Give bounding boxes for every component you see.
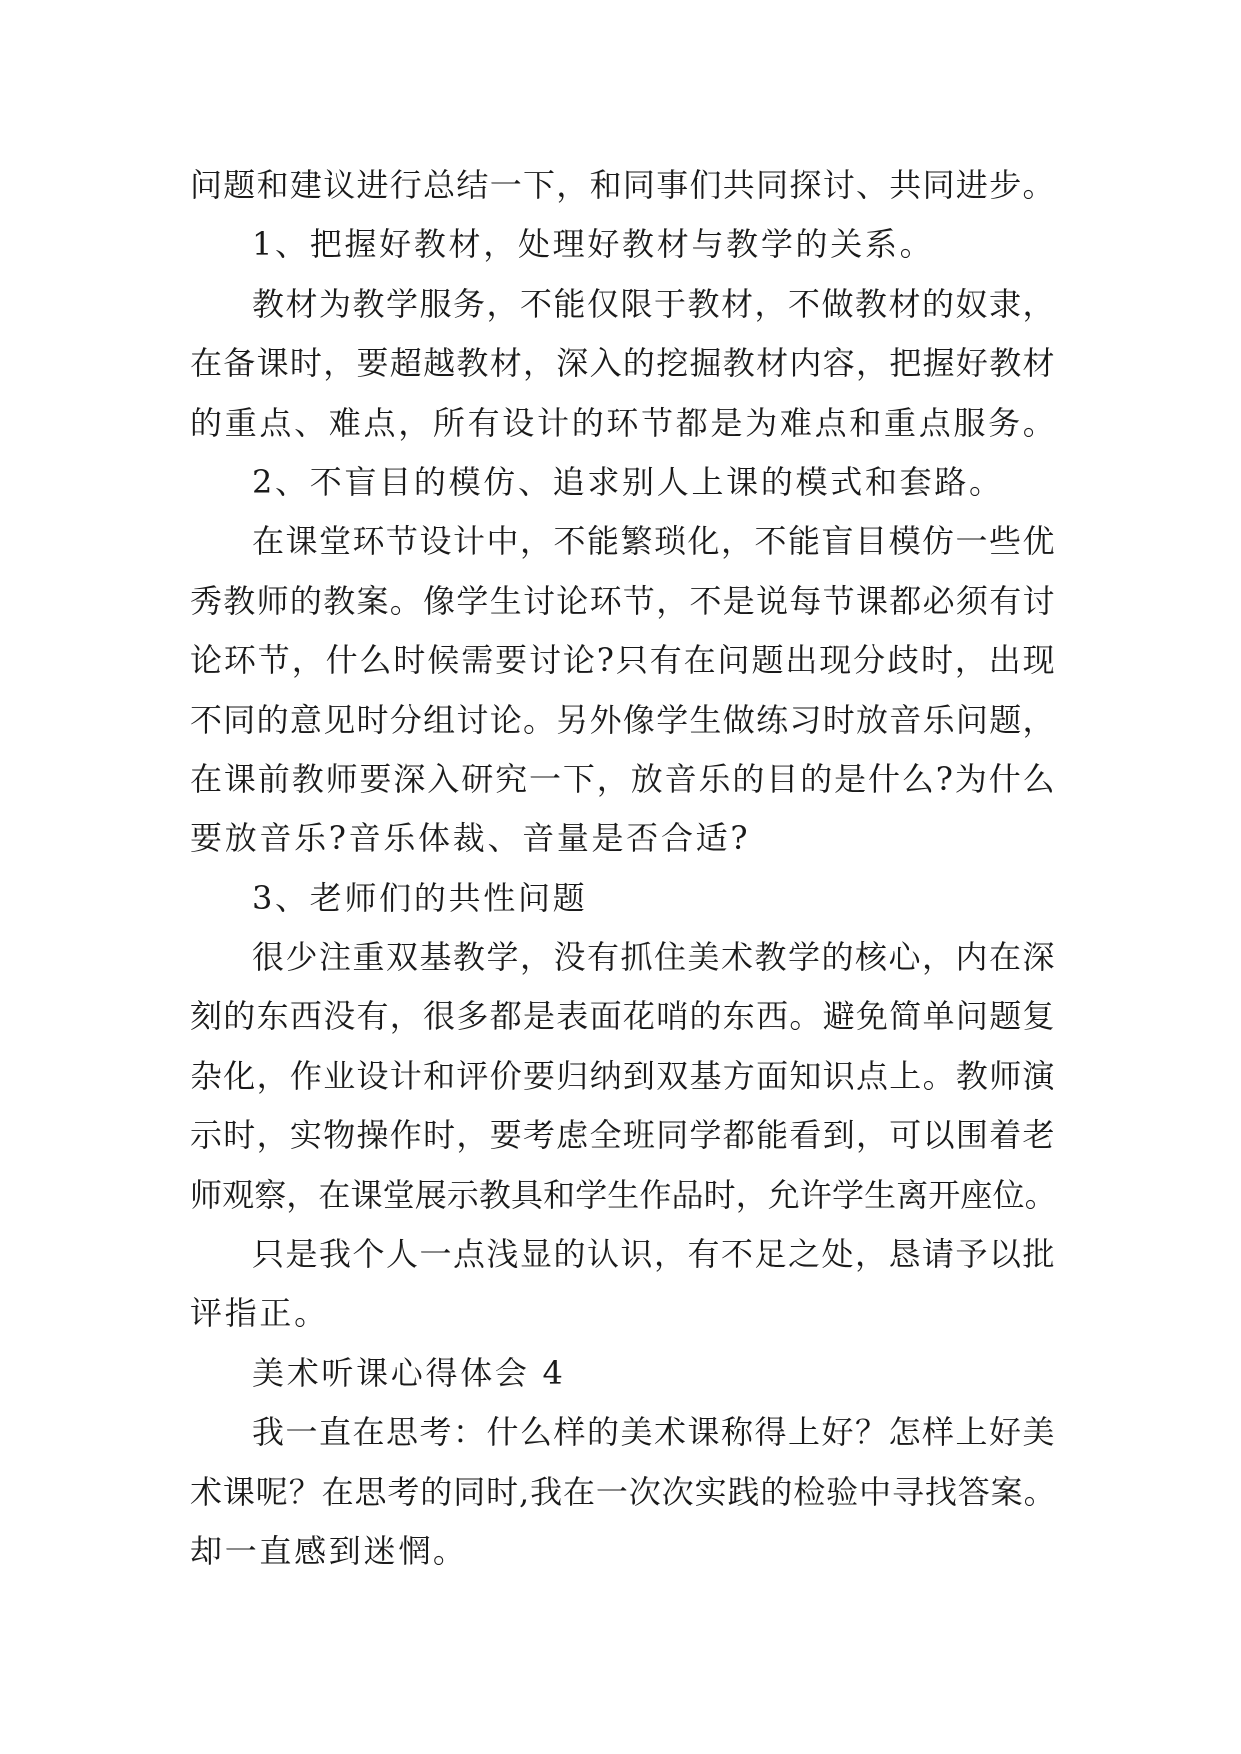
- text-line: 2、不盲目的模仿、追求别人上课的模式和套路。: [252, 462, 1004, 501]
- text-line: 秀教师的教案。像学生讨论环节，不是说每节课都必须有讨: [190, 581, 1056, 620]
- text-line: 我一直在思考：什么样的美术课称得上好？怎样上好美: [252, 1413, 1057, 1452]
- text-line: 不同的意见时分组讨论。另外像学生做练习时放音乐问题，: [190, 700, 1056, 739]
- text-line: 的重点、难点，所有设计的环节都是为难点和重点服务。: [190, 403, 1058, 442]
- text-line: 示时，实物操作时，要考虑全班同学都能看到，可以围着老: [190, 1116, 1056, 1155]
- text-line: 在课前教师要深入研究一下，放音乐的目的是什么?为什么: [190, 759, 1057, 798]
- text-line: 术课呢？在思考的同时,我在一次次实践的检验中寻找答案。: [190, 1472, 1057, 1511]
- text-line: 师观察，在课堂展示教具和学生作品时，允许学生离开座位。: [190, 1175, 1057, 1214]
- text-line: 3、老师们的共性问题: [252, 878, 588, 917]
- text-line: 论环节，什么时候需要讨论?只有在问题出现分歧时，出现: [190, 641, 1057, 680]
- text-line: 1、把握好教材，处理好教材与教学的关系。: [252, 225, 935, 264]
- text-line: 要放音乐?音乐体裁、音量是否合适?: [190, 819, 751, 858]
- text-line: 问题和建议进行总结一下，和同事们共同探讨、共同进步。: [190, 166, 1056, 204]
- text-line: 教材为教学服务，不能仅限于教材，不做教材的奴隶，: [252, 284, 1057, 323]
- text-line: 很少注重双基教学，没有抓住美术教学的核心，内在深: [252, 938, 1057, 977]
- text-line: 杂化，作业设计和评价要归纳到双基方面知识点上。教师演: [190, 1056, 1056, 1095]
- text-line: 在课堂环节设计中，不能繁琐化，不能盲目模仿一些优: [252, 522, 1057, 561]
- text-line: 只是我个人一点浅显的认识，有不足之处，恳请予以批: [252, 1235, 1057, 1274]
- text-line: 评指正。: [190, 1294, 329, 1333]
- text-line: 美术听课心得体会 4: [252, 1353, 566, 1392]
- document-body: [190, 156, 1060, 1581]
- text-line: 却一直感到迷惘。: [190, 1531, 468, 1570]
- text-line: 在备课时，要超越教材，深入的挖掘教材内容，把握好教材: [190, 344, 1056, 383]
- text-line: 刻的东西没有，很多都是表面花哨的东西。避免简单问题复: [190, 997, 1056, 1036]
